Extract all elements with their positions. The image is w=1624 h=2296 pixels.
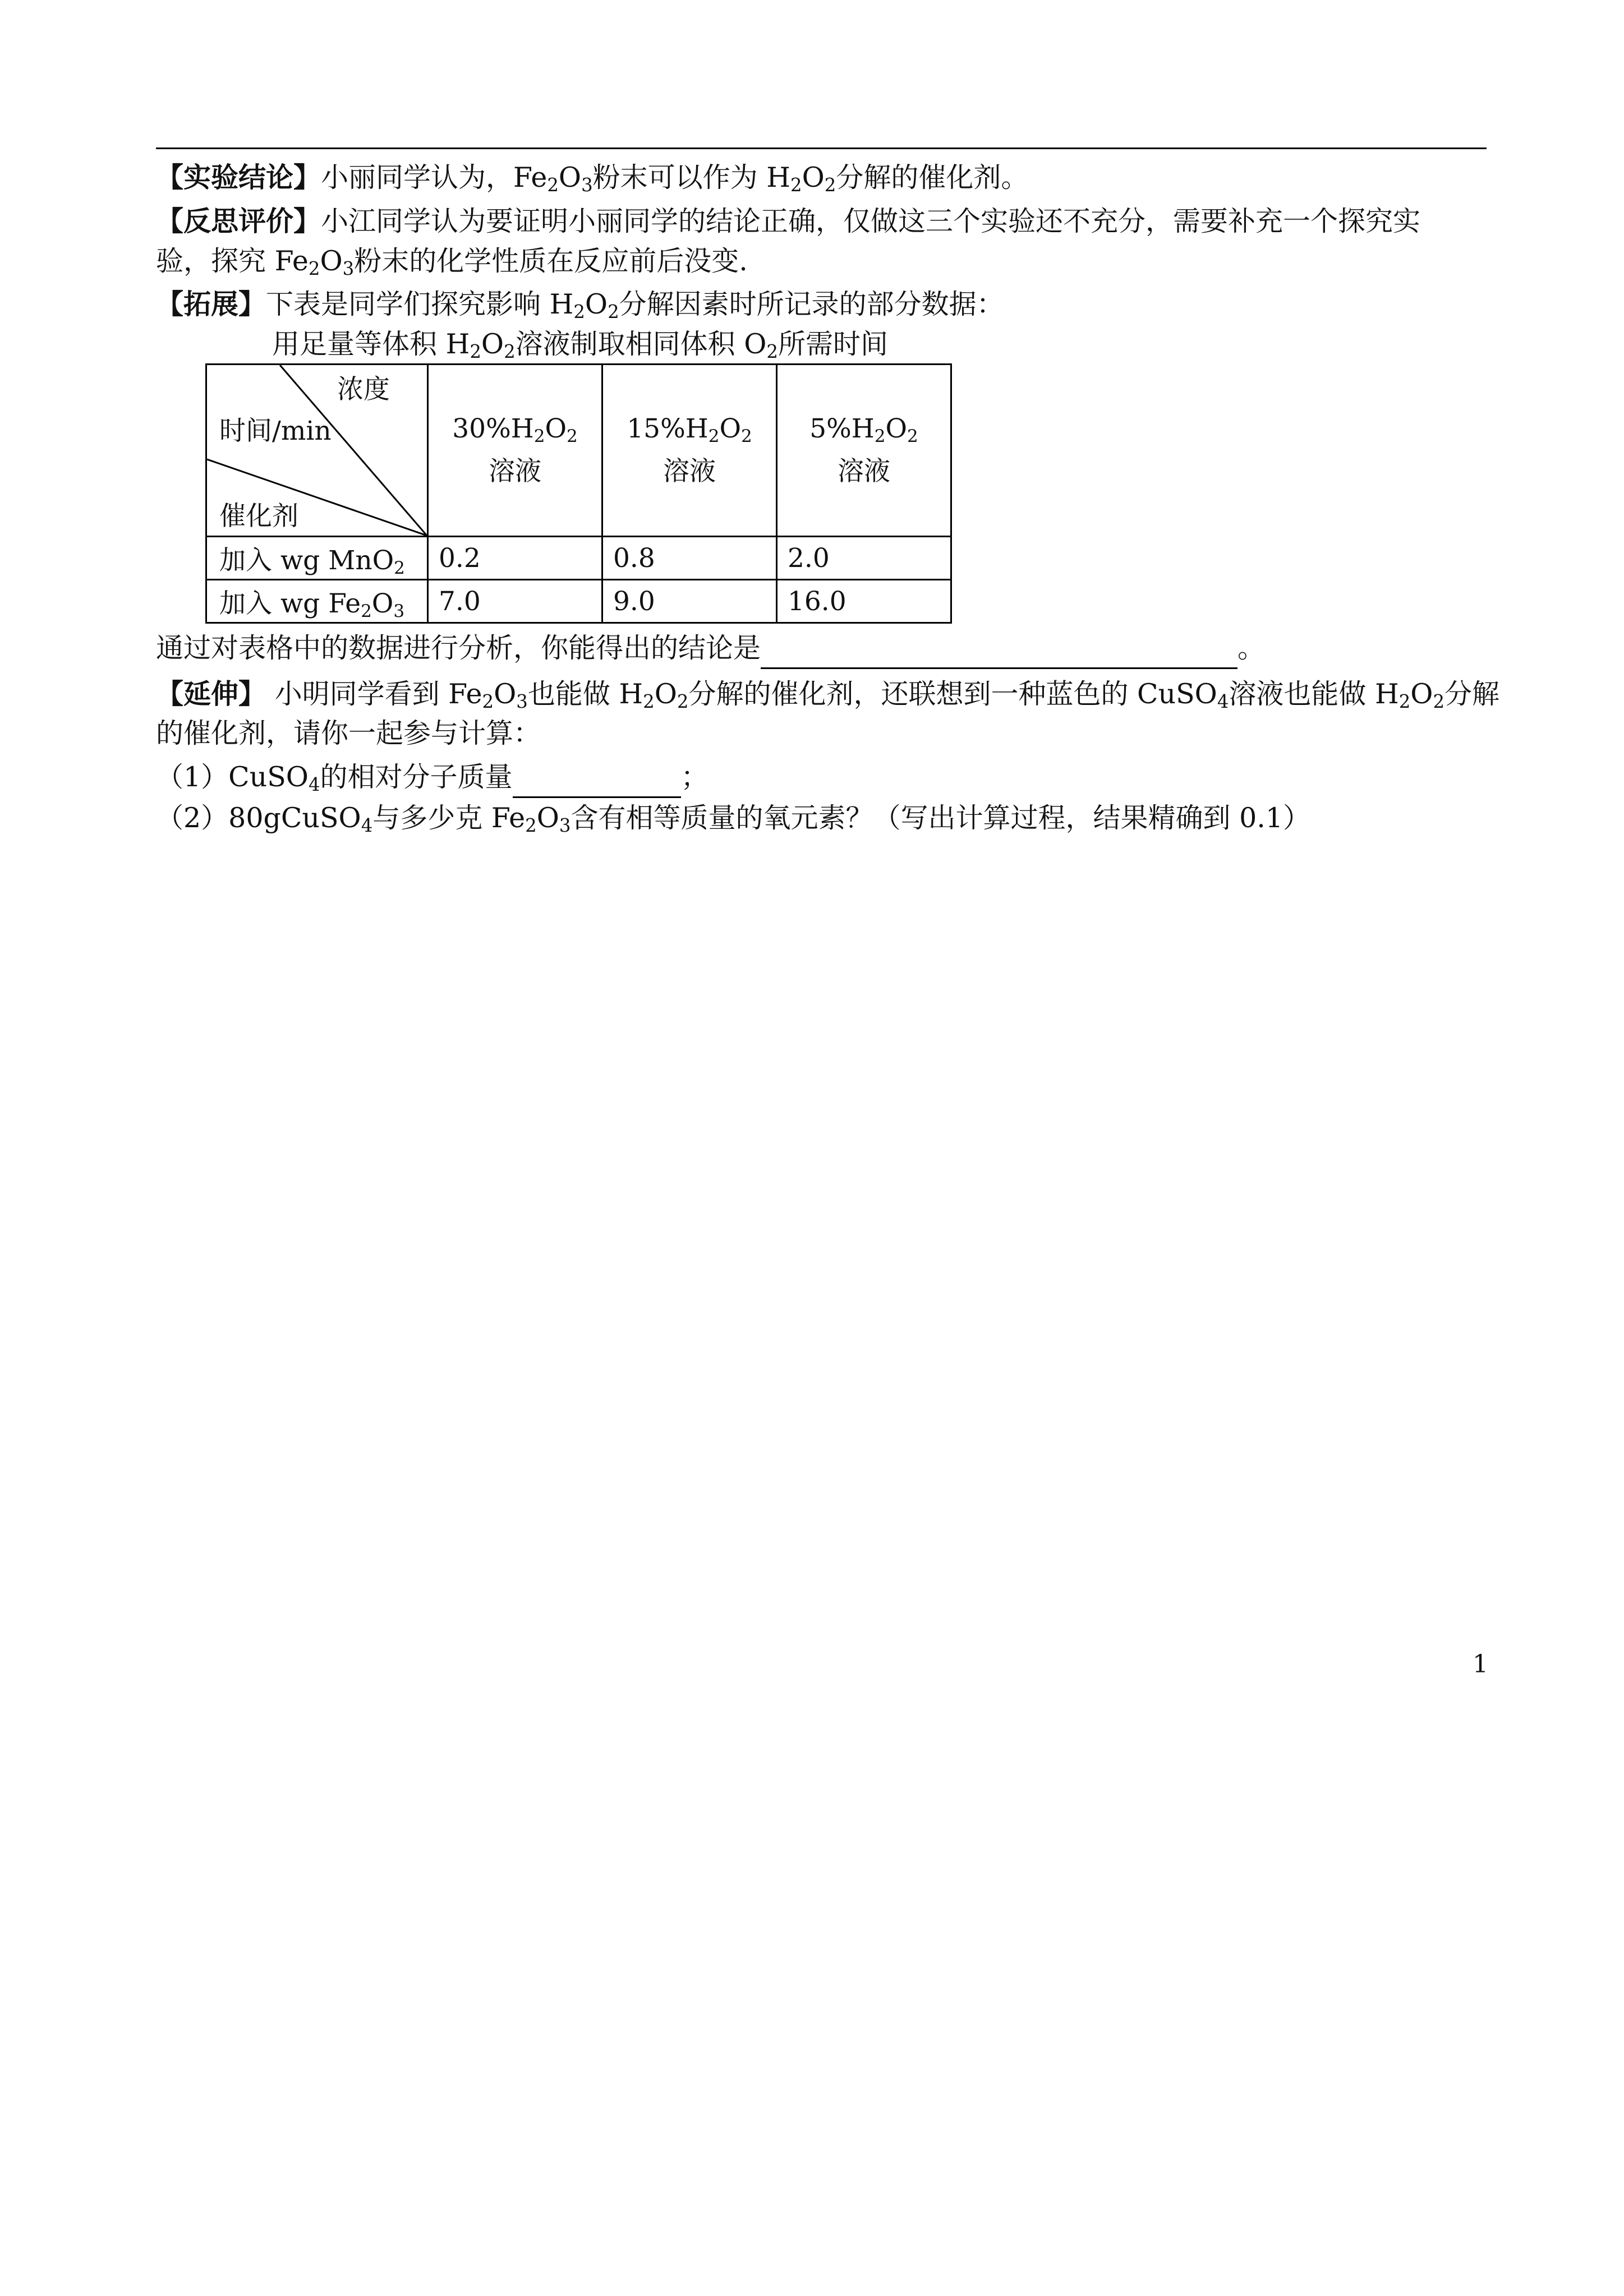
- further-paragraph-line2: 的催化剂，请你一起参与计算：: [156, 717, 541, 749]
- further-title: 【延伸】: [156, 677, 266, 710]
- data-table: [205, 363, 952, 624]
- header-catalyst: 催化剂: [219, 501, 298, 532]
- table-cell: 0.8: [602, 537, 777, 580]
- column-header-30: $30\%H_2O_2$ 溶液: [428, 365, 602, 537]
- table-header-row: [206, 365, 951, 537]
- conclusion-paragraph: 【实验结论】小丽同学认为，$Fe_2O_3$粉末可以作为 $H_2O_2$分解的催化剂。: [156, 161, 1029, 196]
- extension-paragraph: 【拓展】下表是同学们探究影响 $H_2O_2$分解因素时所记录的部分数据：: [156, 288, 1004, 323]
- table-caption: 用足量等体积 $H_2O_2$溶液制取相同体积 $O_2$所需时间: [272, 328, 888, 363]
- question-1: （1）CuSO$_4$的相对分子质量 ；: [156, 758, 1491, 798]
- reflection-title: 【反思评价】: [156, 205, 321, 237]
- header-rule: [156, 147, 1487, 149]
- reflection-paragraph-line1: 【反思评价】小江同学认为要证明小丽同学的结论正确，仅做这三个实验还不充分，需要补充一个探究实: [156, 205, 1421, 237]
- table-row-fe2o3: [206, 580, 951, 623]
- diagonal-header-cell: [206, 365, 428, 537]
- extension-title: 【拓展】: [156, 288, 266, 320]
- reflection-paragraph-line2: 验，探究 $Fe_2O_3$粉末的化学性质在反应前后没变.: [156, 245, 748, 280]
- table-cell: 16.0: [777, 580, 951, 623]
- column-header-5: $5\%H_2O_2$ 溶液: [777, 365, 951, 537]
- row-label-fe2o3: 加入 wg $Fe_2O_3$: [206, 580, 428, 623]
- header-time: 时间/min: [219, 416, 332, 446]
- table-cell: 2.0: [777, 537, 951, 580]
- conclusion-title: 【实验结论】: [156, 161, 321, 193]
- page-number: 1: [1473, 1650, 1488, 1679]
- row-label-mno2: 加入 wg MnO$_2$: [206, 537, 428, 580]
- table-cell: 7.0: [428, 580, 602, 623]
- table-cell: 0.2: [428, 537, 602, 580]
- question-2: （2）80gCuSO$_4$与多少克 $Fe_2O_3$含有相等质量的氧元素？（写出计算过程，结果精确到 0.1）: [156, 802, 1311, 837]
- column-header-15: $15\%H_2O_2$ 溶液: [602, 365, 777, 537]
- answer-blank-conclusion: [761, 629, 1237, 669]
- analysis-paragraph: 通过对表格中的数据进行分析，你能得出的结论是 。: [156, 629, 1491, 669]
- further-paragraph-line1: 【延伸】 小明同学看到 $Fe_2O_3$也能做 $H_2O_2$分解的催化剂，还联想到一种蓝色的 CuSO$_4$溶液也能做 $H_2O_2$分解: [156, 677, 1500, 713]
- answer-blank-molar-mass: [513, 758, 681, 798]
- header-concentration: 浓度: [337, 374, 390, 405]
- table-cell: 9.0: [602, 580, 777, 623]
- table-row-mno2: [206, 537, 951, 580]
